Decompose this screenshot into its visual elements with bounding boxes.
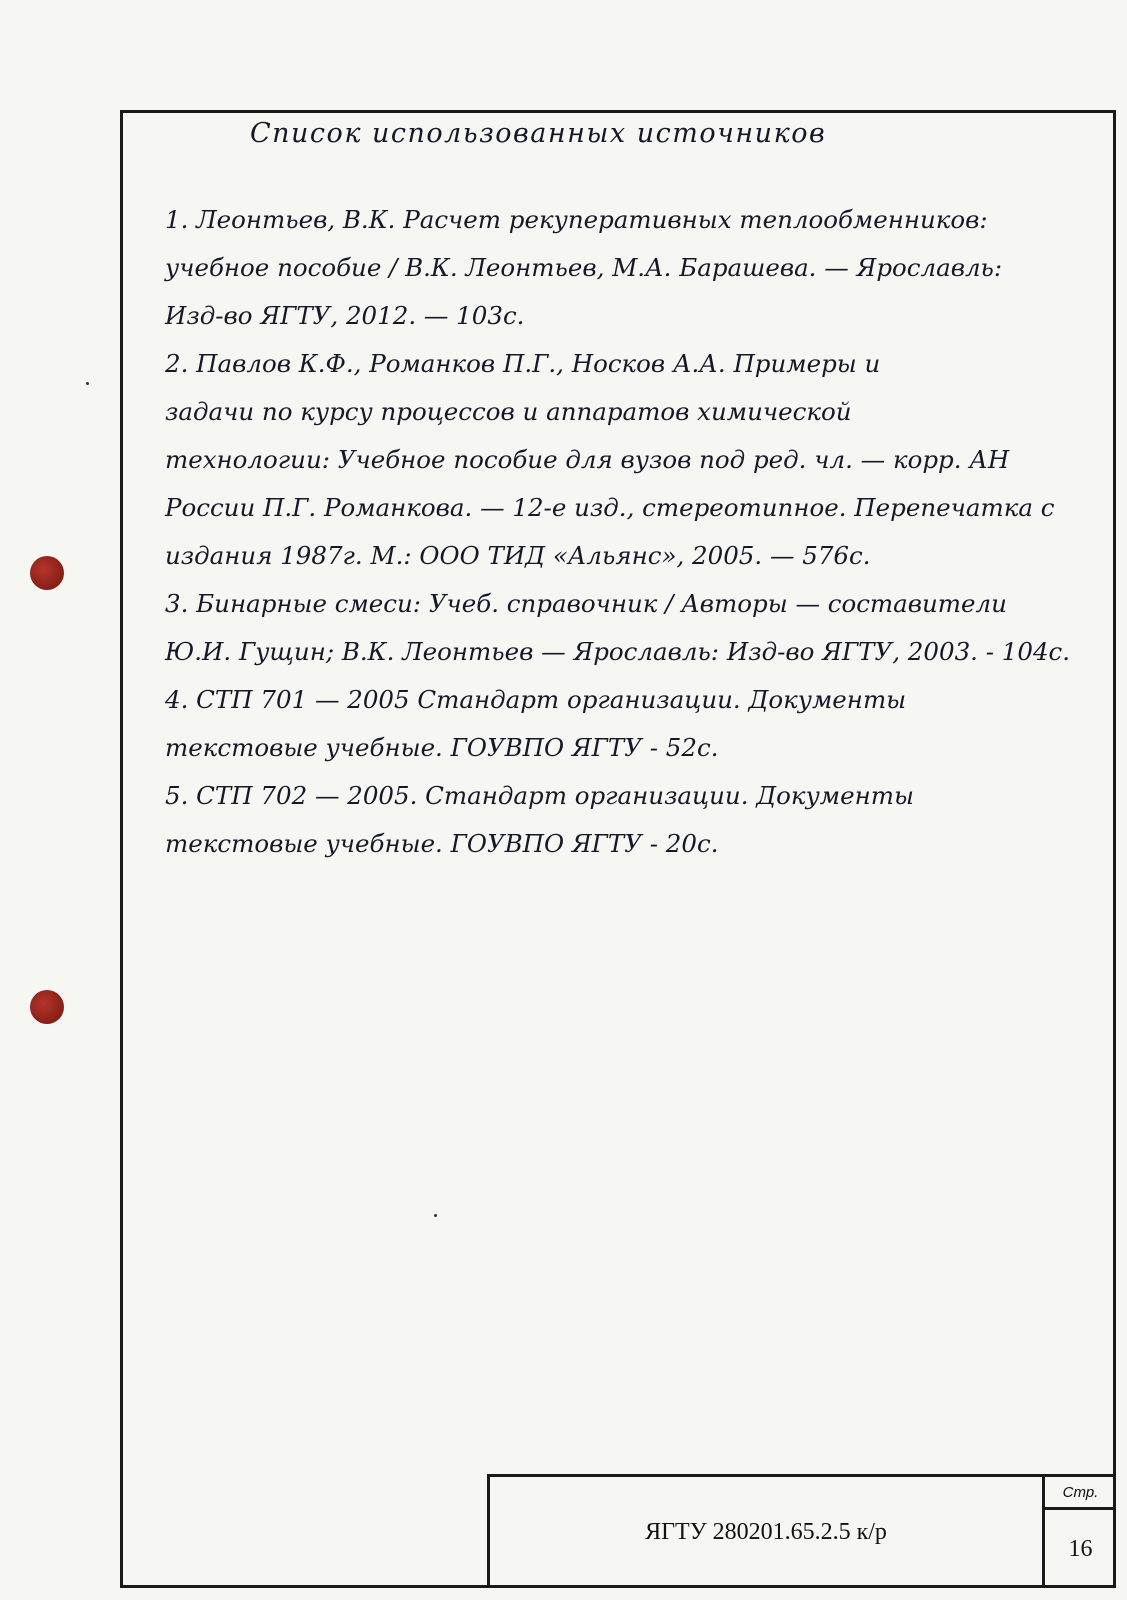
page-title: Список использованных источников bbox=[250, 118, 827, 149]
reference-line: задачи по курсу процессов и аппаратов химической bbox=[165, 397, 852, 426]
reference-line: 2. Павлов К.Ф., Романков П.Г., Носков А.А. Примеры и bbox=[165, 349, 881, 378]
page-number: 16 bbox=[1068, 1535, 1093, 1562]
reference-line: 4. СТП 701 — 2005 Стандарт организации. Документы bbox=[165, 685, 907, 714]
reference-line: издания 1987г. М.: ООО ТИД «Альянс», 2005. — 576с. bbox=[165, 541, 871, 570]
page-label: Стр. bbox=[1045, 1477, 1116, 1510]
document-code: ЯГТУ 280201.65.2.5 к/р bbox=[645, 1519, 887, 1545]
reference-line: 5. СТП 702 — 2005. Стандарт организации. Документы bbox=[165, 781, 914, 810]
punch-hole-bottom bbox=[30, 990, 64, 1024]
reference-line: учебное пособие / В.К. Леонтьев, М.А. Барашева. — Ярославль: bbox=[165, 253, 1003, 282]
reference-line: России П.Г. Романкова. — 12-е изд., стереотипное. Перепечатка с bbox=[165, 493, 1055, 522]
reference-list bbox=[165, 196, 1075, 868]
reference-line: текстовые учебные. ГОУВПО ЯГТУ - 20с. bbox=[165, 829, 719, 858]
reference-item bbox=[165, 580, 1075, 676]
reference-line: Ю.И. Гущин; В.К. Леонтьев — Ярославль: Изд-во ЯГТУ, 2003. - 104с. bbox=[165, 637, 1071, 666]
reference-item bbox=[165, 772, 1075, 868]
reference-line: текстовые учебные. ГОУВПО ЯГТУ - 52с. bbox=[165, 733, 719, 762]
reference-line: 1. Леонтьев, В.К. Расчет рекуперативных теплообменников: bbox=[165, 205, 988, 234]
punch-hole-top bbox=[30, 556, 64, 590]
reference-item bbox=[165, 196, 1075, 340]
reference-item bbox=[165, 340, 1075, 580]
reference-line: 3. Бинарные смеси: Учеб. справочник / Авторы — составители bbox=[165, 589, 1007, 618]
page-number-cell bbox=[1042, 1477, 1116, 1588]
reference-line: технологии: Учебное пособие для вузов под ред. чл. — корр. АН bbox=[165, 445, 1010, 474]
paper-speck bbox=[434, 1214, 437, 1217]
reference-item bbox=[165, 676, 1075, 772]
reference-line: Изд-во ЯГТУ, 2012. — 103с. bbox=[165, 301, 525, 330]
paper-speck bbox=[86, 382, 89, 385]
title-block bbox=[487, 1474, 1116, 1588]
